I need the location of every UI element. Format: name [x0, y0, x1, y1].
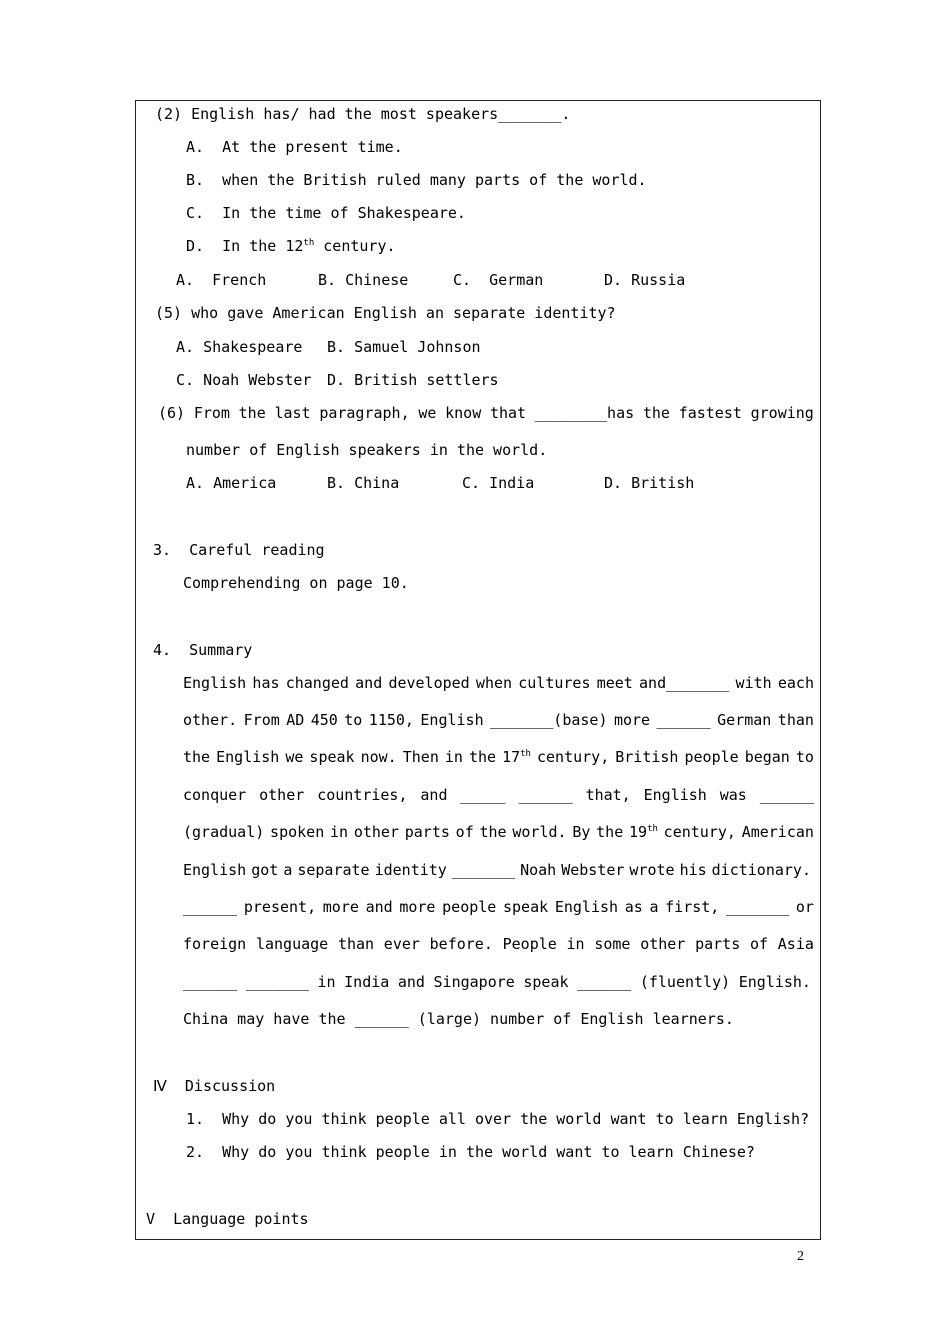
language-points-heading: V Language points: [146, 1210, 309, 1228]
summary-line-5: (gradual) spoken in other parts of the world. By the 19th century, American: [183, 823, 814, 841]
options-row-b: B. Chinese: [318, 271, 409, 289]
page-number: 2: [797, 1249, 804, 1264]
discussion-question-1: 1. Why do you think people all over the world want to learn English?: [186, 1110, 810, 1128]
question-6-option-a: A. America: [186, 474, 277, 492]
summary-line-1: English has changed and developed when cultures meet and_______ with each: [183, 674, 814, 692]
question-6-stem-line2: number of English speakers in the world.: [186, 441, 548, 459]
question-2-option-b: B. when the British ruled many parts of the world.: [186, 171, 647, 189]
question-2-option-d: D. In the 12th century.: [186, 237, 396, 255]
section-3-body: Comprehending on page 10.: [183, 574, 409, 592]
question-2-option-c: C. In the time of Shakespeare.: [186, 204, 466, 222]
question-6-option-d: D. British: [604, 474, 695, 492]
summary-line-7: ______ present, more and more people speak English as a first, _______ or: [183, 898, 814, 916]
options-row-d: D. Russia: [604, 271, 686, 289]
summary-line-4: conquer other countries, and _____ ______ that, English was ______: [183, 786, 814, 804]
question-6-option-c: C. India: [462, 474, 535, 492]
summary-line-9: ______ _______ in India and Singapore speak ______ (fluently) English.: [183, 973, 811, 991]
discussion-question-2: 2. Why do you think people in the world want to learn Chinese?: [186, 1143, 755, 1161]
section-3-heading: 3. Careful reading: [153, 541, 325, 559]
question-6-stem-line1: (6) From the last paragraph, we know that ________has the fastest growing: [158, 404, 814, 422]
options-row-c: C. German: [453, 271, 544, 289]
question-6-option-b: B. China: [327, 474, 400, 492]
summary-line-2: other. From AD 450 to 1150, English _______(base) more ______ German than: [183, 711, 814, 729]
discussion-heading: Ⅳ Discussion: [153, 1077, 276, 1095]
section-4-heading: 4. Summary: [153, 641, 253, 659]
question-2-option-a: A. At the present time.: [186, 138, 403, 156]
question-5-option-b: B. Samuel Johnson: [327, 338, 481, 356]
summary-line-6: English got a separate identity _______ Noah Webster wrote his dictionary.: [183, 861, 811, 879]
summary-line-8: foreign language than ever before. People in some other parts of Asia: [183, 935, 814, 953]
question-5-option-a: A. Shakespeare: [176, 338, 303, 356]
options-row-a: A. French: [176, 271, 267, 289]
question-2-stem: (2) English has/ had the most speakers_______.: [155, 105, 571, 123]
question-5-option-c: C. Noah Webster: [176, 371, 312, 389]
summary-line-3: the English we speak now. Then in the 17th century, British people began to: [183, 748, 814, 766]
question-5-option-d: D. British settlers: [327, 371, 499, 389]
question-5-stem: (5) who gave American English an separate identity?: [155, 304, 616, 322]
summary-line-10: China may have the ______ (large) number of English learners.: [183, 1010, 734, 1028]
